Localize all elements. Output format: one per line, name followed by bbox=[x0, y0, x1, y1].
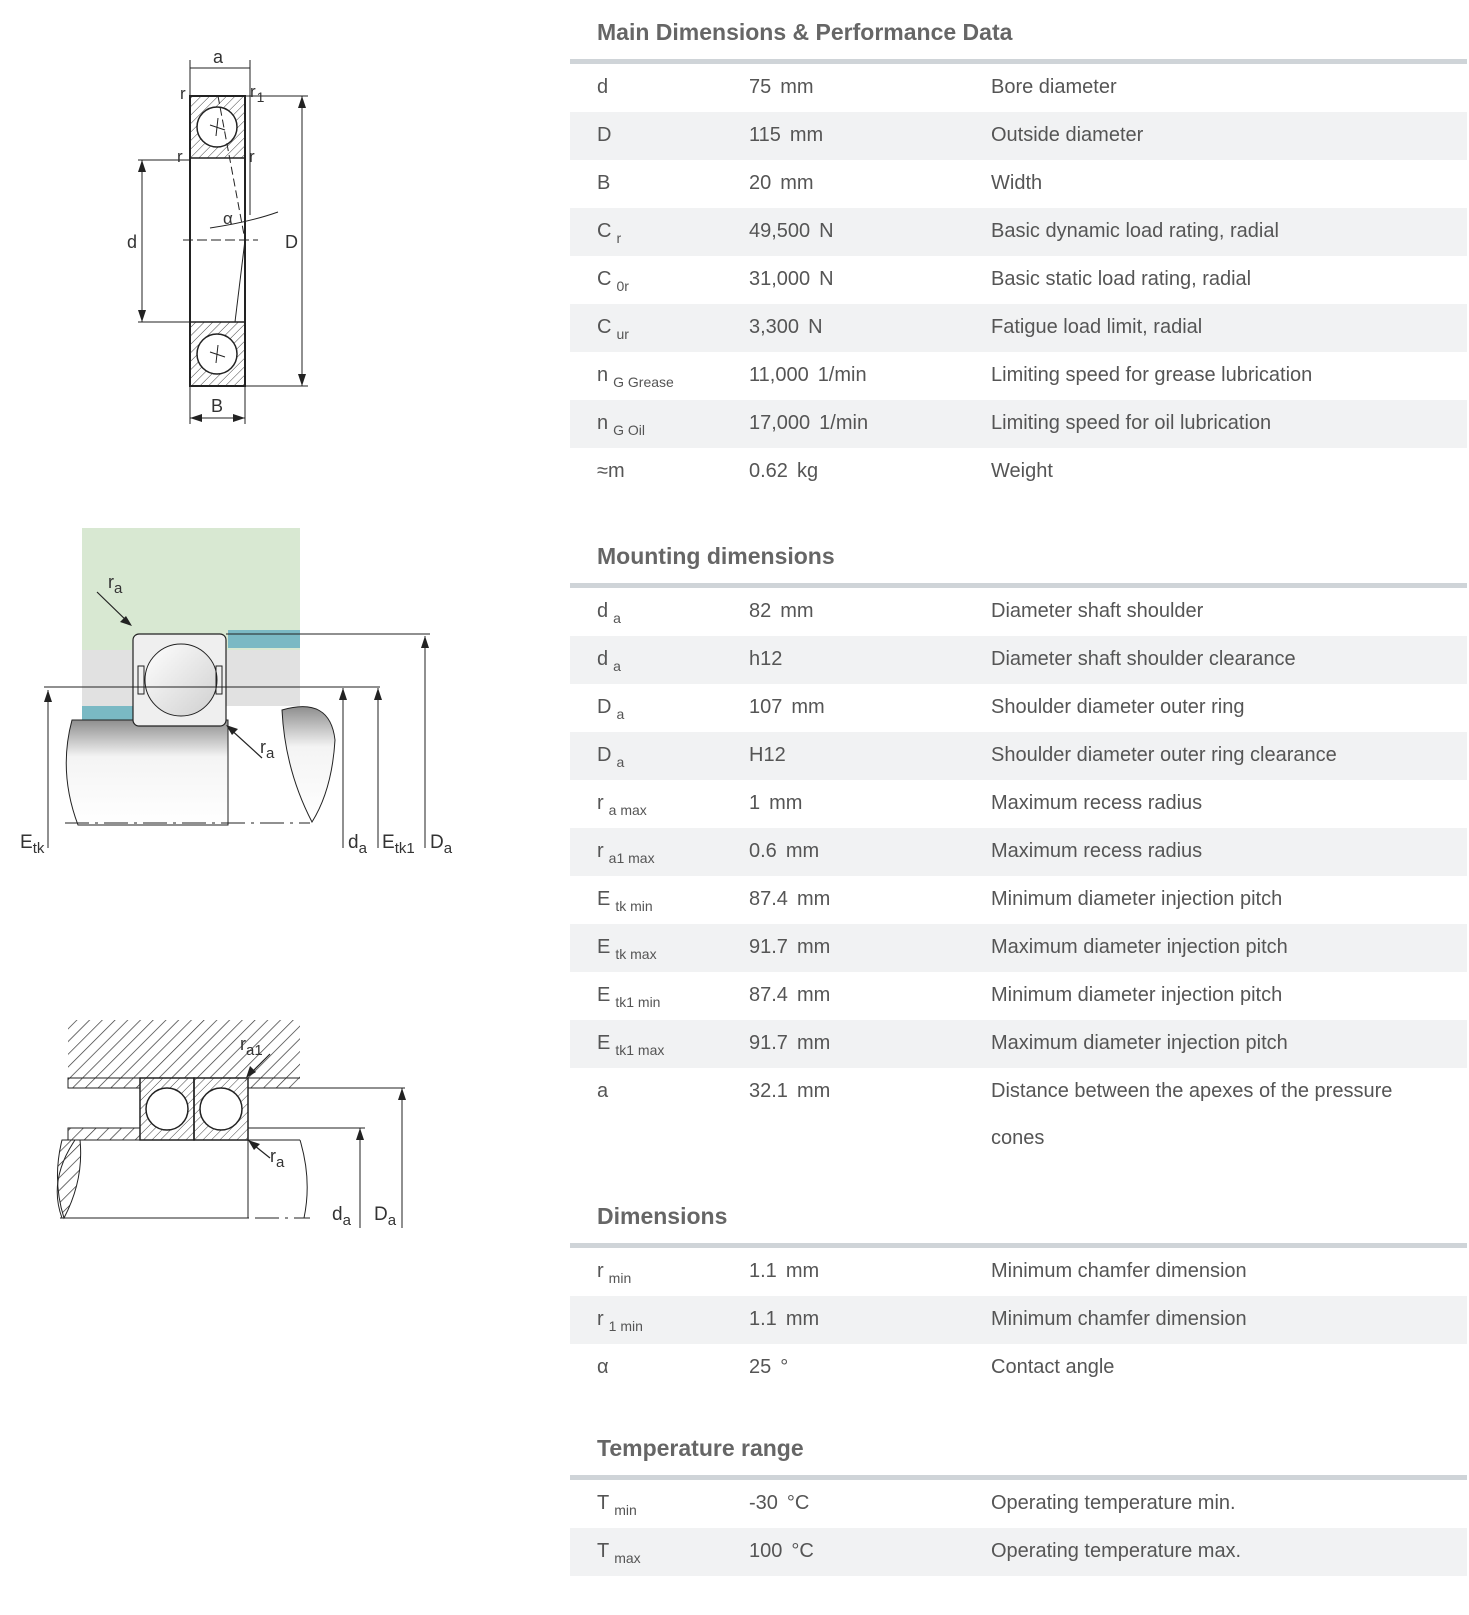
value: 25 bbox=[749, 1356, 772, 1378]
label-r-mid-left: r bbox=[177, 147, 183, 166]
table-row bbox=[570, 972, 1467, 1020]
value: 82 bbox=[749, 600, 772, 622]
label-a: a bbox=[213, 47, 224, 67]
description: Distance between the apexes of the pressure cones bbox=[991, 1080, 1393, 1149]
table-row bbox=[570, 1068, 1467, 1162]
value: 20 bbox=[749, 172, 772, 194]
symbol-sub: min bbox=[614, 1502, 637, 1518]
value: 107 bbox=[749, 696, 783, 718]
unit: mm bbox=[789, 124, 824, 146]
symbol: r bbox=[597, 1260, 604, 1282]
symbol: d bbox=[597, 648, 609, 670]
value: 17,000 bbox=[749, 412, 811, 434]
unit: mm bbox=[796, 1032, 831, 1054]
label-alpha: α bbox=[223, 209, 233, 228]
label-Da: $D_a$ bbox=[430, 832, 453, 857]
value: 49,500 bbox=[749, 220, 811, 242]
symbol-sub: tk min bbox=[615, 898, 653, 914]
value: 87.4 bbox=[749, 984, 788, 1006]
description: Fatigue load limit, radial bbox=[991, 316, 1203, 338]
unit: mm bbox=[791, 696, 825, 718]
value: 3,300 bbox=[749, 316, 800, 338]
symbol-sub: tk1 max bbox=[615, 1042, 665, 1058]
value: 1.1 bbox=[749, 1308, 777, 1330]
symbol: D bbox=[597, 744, 612, 766]
description: Weight bbox=[991, 460, 1053, 482]
label-Etk: $E_{tk}$ bbox=[20, 832, 45, 857]
description: Maximum recess radius bbox=[991, 792, 1203, 814]
symbol: n bbox=[597, 412, 609, 434]
description: Basic static load rating, radial bbox=[991, 268, 1252, 290]
value: 31,000 bbox=[749, 268, 811, 290]
symbol-sub: ur bbox=[616, 326, 629, 342]
table-row bbox=[570, 208, 1467, 256]
unit: N bbox=[808, 316, 823, 338]
ball-left bbox=[146, 1088, 188, 1130]
drawings-column bbox=[0, 0, 560, 1615]
value: 0.6 bbox=[749, 840, 777, 862]
value: 1.1 bbox=[749, 1260, 777, 1282]
description: Minimum chamfer dimension bbox=[991, 1308, 1247, 1330]
table-row bbox=[570, 64, 1467, 112]
symbol-sub: 1 min bbox=[608, 1318, 643, 1334]
symbol: r bbox=[597, 1308, 604, 1330]
symbol: B bbox=[597, 172, 611, 194]
label-ra1: $r_{a1}$ bbox=[240, 1034, 263, 1059]
description: Operating temperature max. bbox=[991, 1540, 1242, 1562]
shaft-groove-top bbox=[228, 630, 300, 648]
description: Minimum diameter injection pitch bbox=[991, 984, 1283, 1006]
unit: mm bbox=[785, 840, 820, 862]
symbol-sub: 0r bbox=[616, 278, 629, 294]
section-title: Dimensions bbox=[597, 1203, 728, 1229]
value: h12 bbox=[749, 648, 783, 670]
unit: N bbox=[819, 268, 834, 290]
table-row bbox=[570, 732, 1467, 780]
shaft-body bbox=[66, 720, 228, 825]
description: Maximum diameter injection pitch bbox=[991, 936, 1288, 958]
symbol-sub: G Oil bbox=[613, 422, 646, 438]
symbol: E bbox=[597, 936, 611, 958]
label-ra: $r_a$ bbox=[270, 1146, 285, 1171]
unit: mm bbox=[796, 984, 831, 1006]
symbol: r bbox=[597, 792, 604, 814]
description: Diameter shaft shoulder bbox=[991, 600, 1204, 622]
value: 32.1 bbox=[749, 1080, 788, 1102]
symbol: d bbox=[597, 76, 609, 98]
table-row bbox=[570, 1528, 1467, 1576]
description: Limiting speed for oil lubrication bbox=[991, 412, 1272, 434]
description: Diameter shaft shoulder clearance bbox=[991, 648, 1296, 670]
symbol-sub: a bbox=[613, 610, 621, 626]
unit: mm bbox=[780, 76, 814, 98]
table-row bbox=[570, 1344, 1467, 1392]
symbol: ≈m bbox=[597, 460, 625, 482]
description: Limiting speed for grease lubrication bbox=[991, 364, 1313, 386]
value: 100 bbox=[749, 1540, 783, 1562]
unit: mm bbox=[796, 888, 831, 910]
label-r1: $r_1$ bbox=[250, 82, 265, 105]
table-row bbox=[570, 780, 1467, 828]
symbol-sub: max bbox=[614, 1550, 641, 1566]
symbol: a bbox=[597, 1080, 609, 1102]
symbol: E bbox=[597, 984, 611, 1006]
description: Minimum diameter injection pitch bbox=[991, 888, 1283, 910]
value: 115 bbox=[749, 124, 781, 146]
section-mounting-dimensions bbox=[570, 540, 1467, 1162]
symbol-sub: tk max bbox=[615, 946, 657, 962]
value: H12 bbox=[749, 744, 786, 766]
description: Basic dynamic load rating, radial bbox=[991, 220, 1279, 242]
table-row bbox=[570, 588, 1467, 636]
unit: mm bbox=[769, 792, 803, 814]
symbol-sub: r bbox=[616, 230, 622, 246]
unit: 1/min bbox=[819, 412, 869, 434]
label-r-top-left: r bbox=[180, 84, 186, 103]
table-row bbox=[570, 304, 1467, 352]
shaft-strip bbox=[68, 1128, 140, 1140]
unit: kg bbox=[796, 460, 819, 482]
ball-right bbox=[200, 1088, 242, 1130]
description: Bore diameter bbox=[991, 76, 1117, 98]
symbol-sub: a bbox=[613, 658, 621, 674]
value: 11,000 bbox=[749, 364, 809, 386]
description: Outside diameter bbox=[991, 124, 1144, 146]
unit: mm bbox=[785, 1308, 820, 1330]
symbol: D bbox=[597, 124, 612, 146]
table-row bbox=[570, 636, 1467, 684]
symbol-sub: min bbox=[608, 1270, 632, 1286]
value: 0.62 bbox=[749, 460, 788, 482]
label-ra-top: $r_a$ bbox=[108, 572, 123, 597]
table-row bbox=[570, 876, 1467, 924]
symbol: C bbox=[597, 268, 612, 290]
symbol: T bbox=[597, 1492, 610, 1514]
unit: °C bbox=[791, 1540, 814, 1562]
unit: N bbox=[819, 220, 834, 242]
unit: mm bbox=[796, 936, 831, 958]
unit: mm bbox=[796, 1080, 831, 1102]
value: 91.7 bbox=[749, 936, 788, 958]
symbol: E bbox=[597, 888, 611, 910]
symbol-sub: a max bbox=[608, 802, 647, 818]
value: -30 bbox=[749, 1492, 778, 1514]
symbol-sub: a1 max bbox=[608, 850, 655, 866]
description: Width bbox=[991, 172, 1043, 194]
table-row bbox=[570, 1248, 1467, 1296]
value: 91.7 bbox=[749, 1032, 788, 1054]
table-row bbox=[570, 684, 1467, 732]
symbol-sub: a bbox=[616, 706, 625, 722]
table-row bbox=[570, 1296, 1467, 1344]
description: Shoulder diameter outer ring bbox=[991, 696, 1245, 718]
label-r-mid-right: r bbox=[249, 147, 255, 166]
bearing-cross-section-drawing bbox=[0, 0, 560, 440]
section-title: Temperature range bbox=[597, 1435, 804, 1461]
description: Maximum recess radius bbox=[991, 840, 1203, 862]
table-row bbox=[570, 256, 1467, 304]
unit: mm bbox=[785, 1260, 820, 1282]
description: Maximum diameter injection pitch bbox=[991, 1032, 1288, 1054]
table-row bbox=[570, 1480, 1467, 1528]
unit: °C bbox=[786, 1492, 810, 1514]
section-dimensions bbox=[570, 1200, 1467, 1392]
symbol-sub: tk1 min bbox=[615, 994, 661, 1010]
mounting-drawing-injection bbox=[0, 520, 560, 880]
section-main-dimensions bbox=[570, 16, 1467, 496]
table-row bbox=[570, 924, 1467, 972]
symbol: α bbox=[597, 1356, 609, 1378]
symbol: n bbox=[597, 364, 609, 386]
label-Etk1: $E_{tk1}$ bbox=[382, 832, 415, 857]
symbol: d bbox=[597, 600, 609, 622]
unit: mm bbox=[780, 172, 814, 194]
symbol: T bbox=[597, 1540, 610, 1562]
label-da: $d_a$ bbox=[348, 832, 367, 857]
value: 87.4 bbox=[749, 888, 788, 910]
symbol: D bbox=[597, 696, 612, 718]
description: Shoulder diameter outer ring clearance bbox=[991, 744, 1337, 766]
label-B: B bbox=[211, 396, 224, 416]
description: Contact angle bbox=[991, 1356, 1115, 1378]
unit: mm bbox=[780, 600, 814, 622]
label-D: D bbox=[285, 232, 298, 252]
symbol-sub: G Grease bbox=[613, 374, 674, 390]
table-row bbox=[570, 448, 1467, 496]
symbol: C bbox=[597, 316, 612, 338]
symbol: E bbox=[597, 1032, 611, 1054]
section-title: Mounting dimensions bbox=[597, 543, 835, 569]
symbol: r bbox=[597, 840, 604, 862]
table-row bbox=[570, 1020, 1467, 1068]
symbol: C bbox=[597, 220, 612, 242]
label-d: d bbox=[127, 232, 138, 252]
shaft-body bbox=[57, 1140, 248, 1218]
shaft-end bbox=[282, 707, 335, 822]
symbol-sub: a bbox=[616, 754, 625, 770]
label-Da: $D_a$ bbox=[374, 1204, 397, 1229]
value: 1 bbox=[749, 792, 761, 814]
description: Operating temperature min. bbox=[991, 1492, 1236, 1514]
value: 75 bbox=[749, 76, 772, 98]
unit: 1/min bbox=[817, 364, 867, 386]
table-row bbox=[570, 160, 1467, 208]
label-da: $d_a$ bbox=[332, 1204, 351, 1229]
table-row bbox=[570, 400, 1467, 448]
bearing-ball bbox=[145, 644, 217, 716]
description: Minimum chamfer dimension bbox=[991, 1260, 1247, 1282]
section-temperature-range bbox=[570, 1432, 1467, 1576]
label-ra-bottom: $r_a$ bbox=[260, 737, 275, 762]
table-row bbox=[570, 112, 1467, 160]
section-title: Main Dimensions & Performance Data bbox=[597, 19, 1013, 45]
table-row bbox=[570, 828, 1467, 876]
unit: ° bbox=[780, 1356, 789, 1378]
mounting-drawing-paired bbox=[0, 1020, 560, 1260]
table-row bbox=[570, 352, 1467, 400]
